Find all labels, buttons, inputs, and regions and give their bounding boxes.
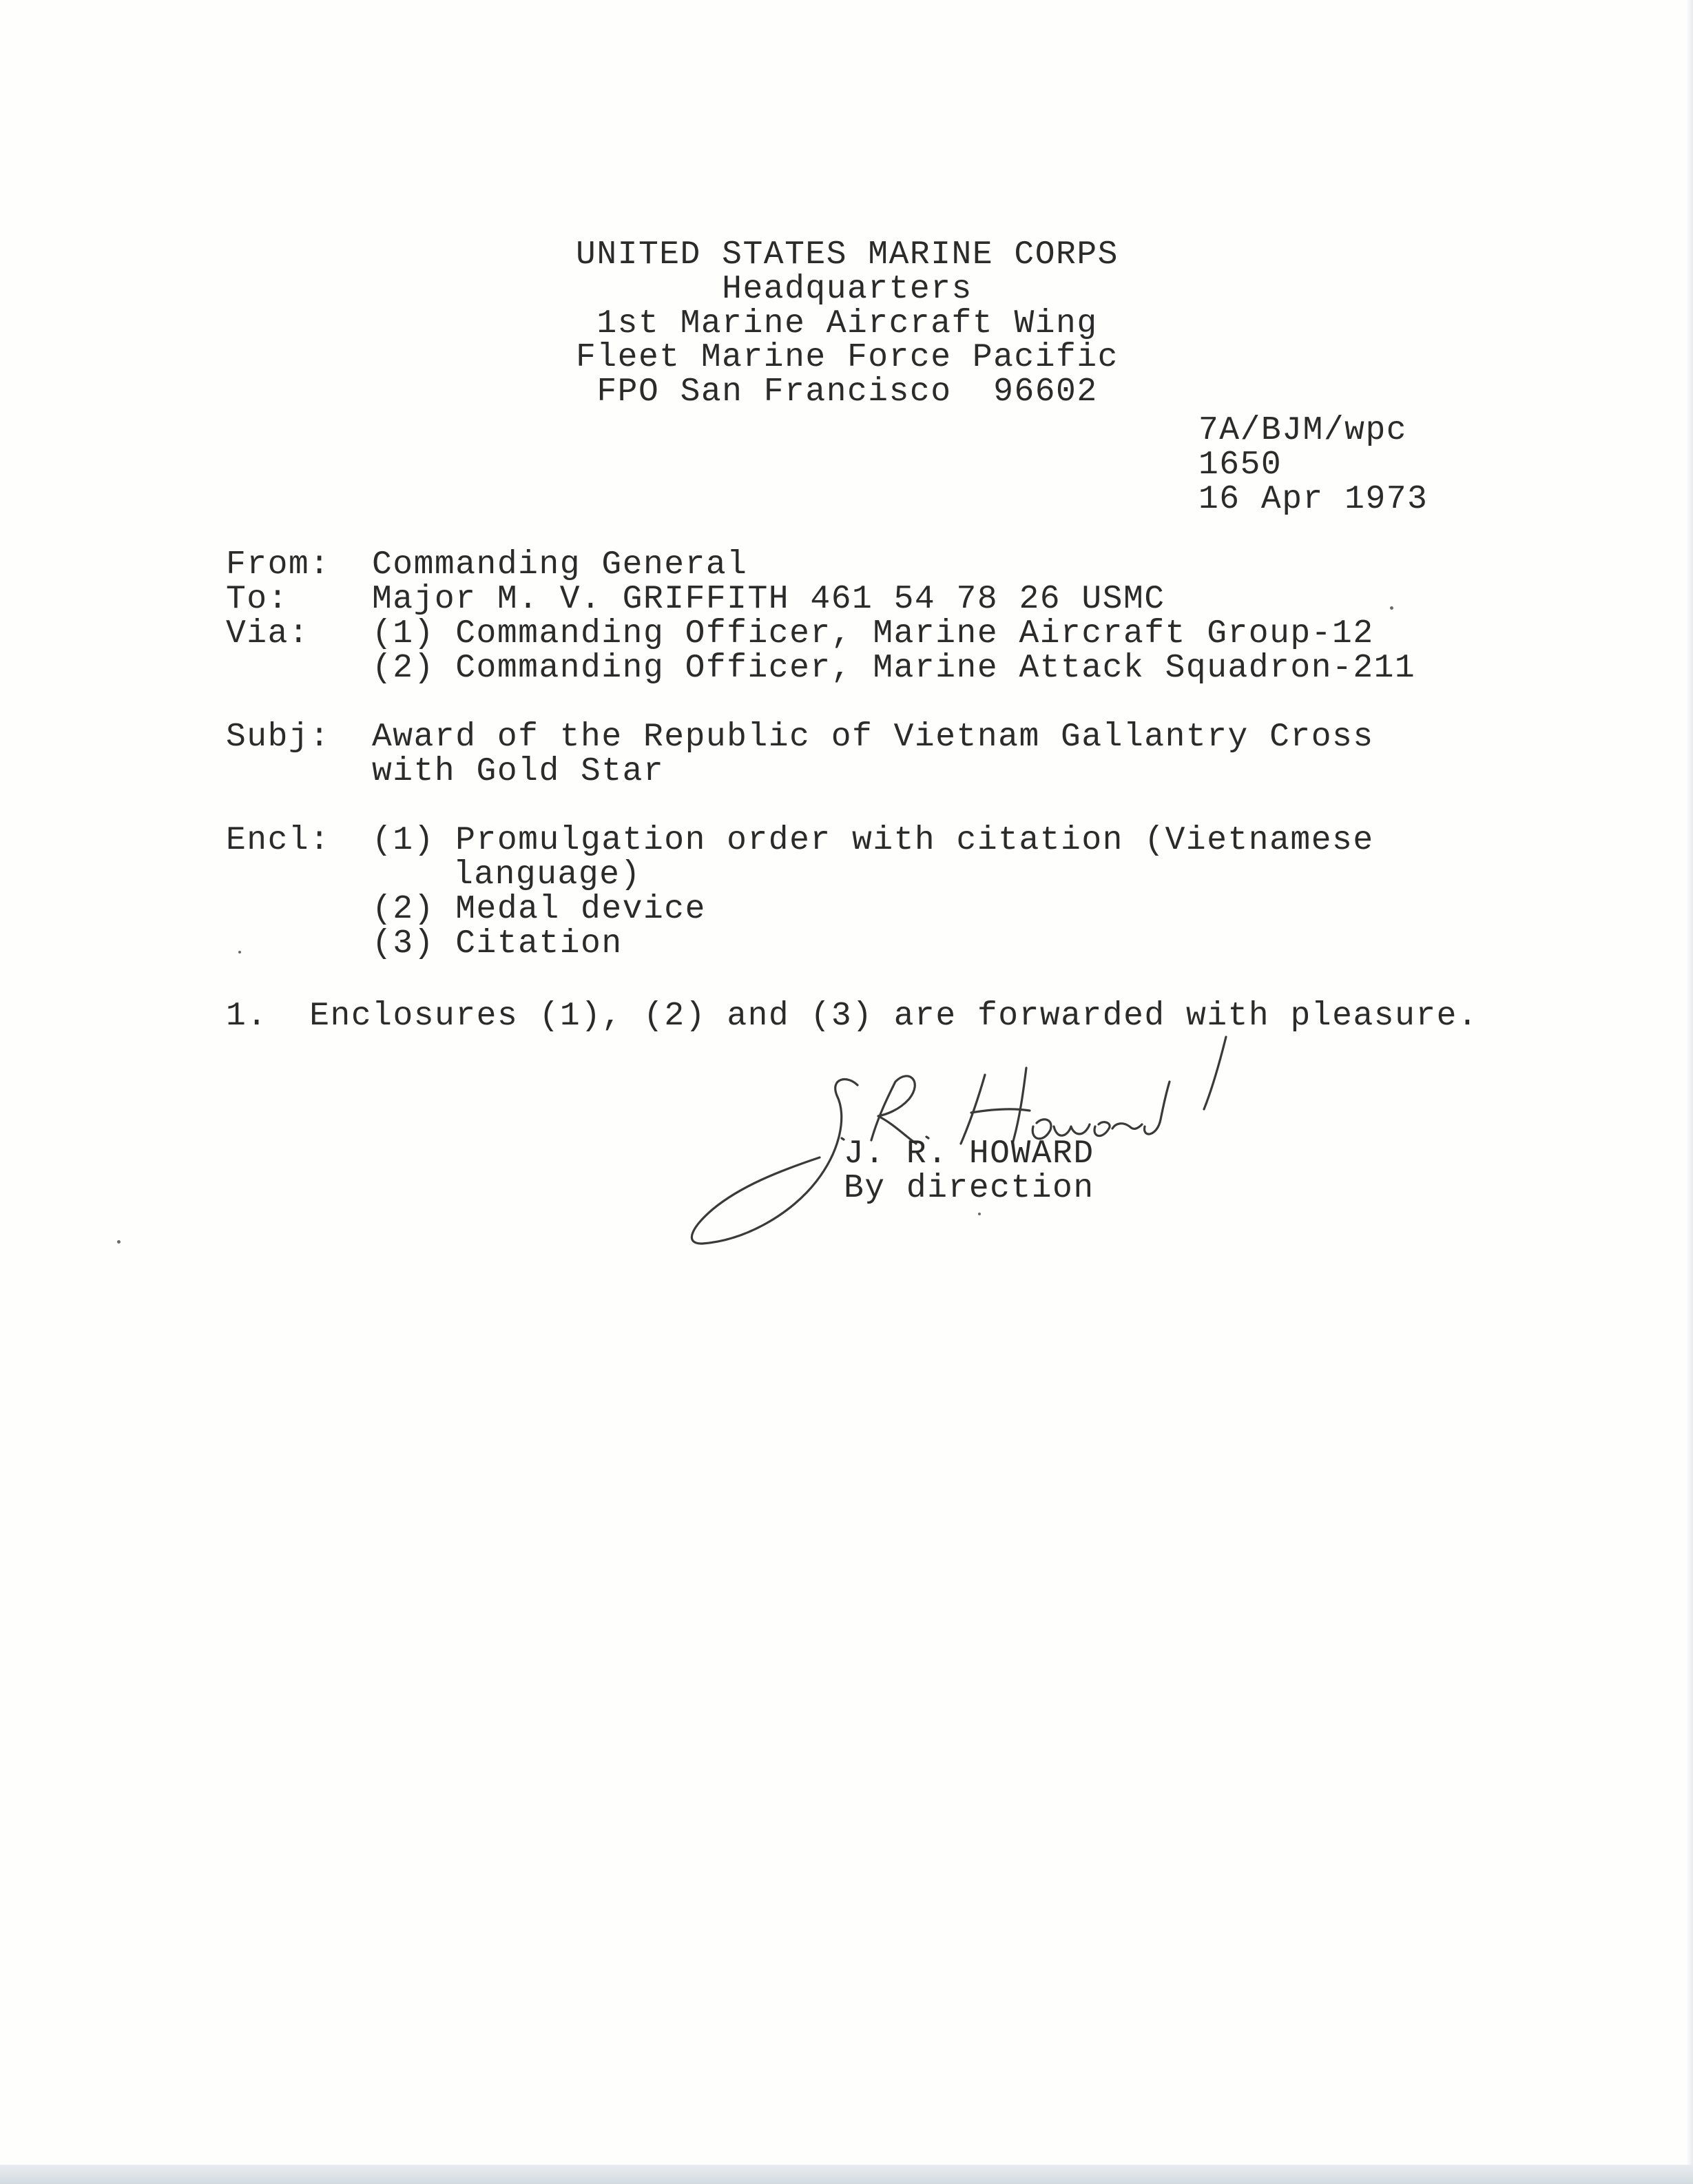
signer-title: By direction	[844, 1170, 1094, 1207]
via-item-1: (1) Commanding Officer, Marine Aircraft Group-12	[372, 615, 1374, 652]
scan-speck	[117, 1240, 121, 1244]
letterhead-line-force: Fleet Marine Force Pacific	[576, 339, 1119, 376]
scan-speck	[238, 951, 241, 954]
reference-code: 7A/BJM/wpc	[1198, 412, 1408, 449]
subject-line-1: Award of the Republic of Vietnam Gallantry Cross	[372, 719, 1374, 756]
signer-name: J. R. HOWARD	[844, 1135, 1094, 1173]
letterhead-line-wing: 1st Marine Aircraft Wing	[596, 305, 1098, 342]
to-label: To:	[226, 581, 289, 618]
enclosure-item-1: (1) Promulgation order with citation (Vietnamese	[372, 822, 1374, 859]
subject-label: Subj:	[226, 719, 331, 756]
via-label: Via:	[226, 615, 310, 652]
letterhead-line-address: FPO San Francisco 96602	[596, 373, 1098, 411]
scan-speck	[1390, 606, 1393, 610]
enclosure-item-3: (3) Citation	[372, 925, 623, 962]
via-item-2: (2) Commanding Officer, Marine Attack Squadron-211	[372, 650, 1416, 687]
letterhead-line-organization: UNITED STATES MARINE CORPS	[576, 236, 1119, 274]
scan-speck	[978, 1213, 981, 1215]
reference-date: 16 Apr 1973	[1198, 481, 1429, 518]
scan-edge-right	[1686, 0, 1693, 2165]
enclosure-item-2: (2) Medal device	[372, 891, 706, 928]
enclosures-label: Encl:	[226, 822, 331, 859]
enclosure-item-1-continued: language)	[453, 856, 641, 894]
letterhead-line-headquarters: Headquarters	[722, 271, 973, 308]
from-value: Commanding General	[372, 546, 748, 584]
scan-edge-bottom	[0, 2165, 1693, 2184]
from-label: From:	[226, 546, 331, 584]
body-paragraph-1: 1. Enclosures (1), (2) and (3) are forwarded with pleasure.	[226, 998, 1479, 1035]
reference-number: 1650	[1198, 446, 1282, 484]
to-value: Major M. V. GRIFFITH 461 54 78 26 USMC	[372, 581, 1165, 618]
subject-line-2: with Gold Star	[372, 753, 665, 790]
